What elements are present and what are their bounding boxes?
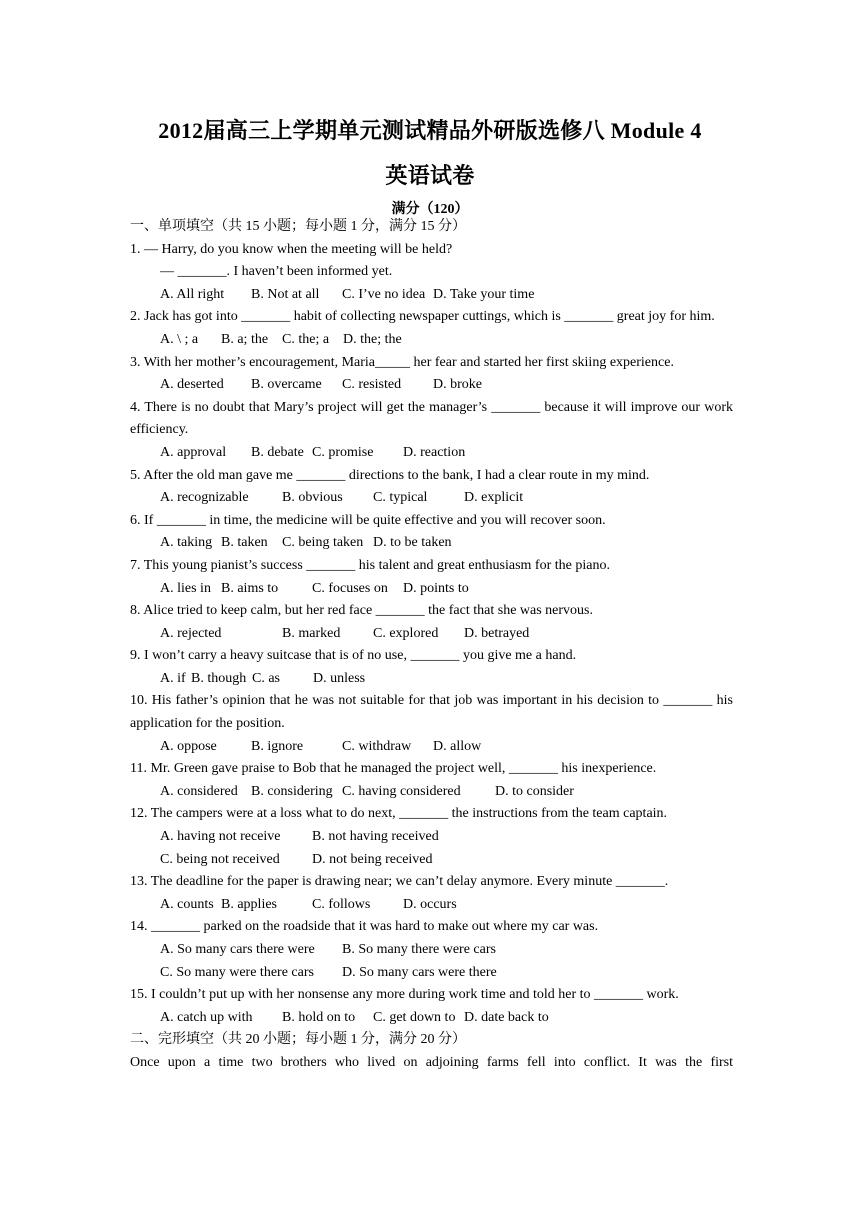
question-14-options-ab xyxy=(130,939,733,962)
option-b: B. considering xyxy=(251,783,333,799)
question-4-options xyxy=(130,442,733,465)
option-a: A. counts xyxy=(160,896,214,912)
option-a: A. \ ; a xyxy=(160,331,199,347)
option-c: C. as xyxy=(252,670,280,686)
option-b: B. So many there were cars xyxy=(342,942,496,957)
option-c: C. being not received xyxy=(160,851,280,867)
question-8-options xyxy=(130,623,733,646)
option-d: D. points to xyxy=(403,580,469,596)
question-1-reply: — _______. I haven’t been informed yet. xyxy=(160,264,393,280)
option-d: D. date back to xyxy=(464,1009,549,1025)
option-c: C. focuses on xyxy=(312,580,388,596)
option-c: C. promise xyxy=(312,444,374,460)
question-3-options xyxy=(130,374,733,397)
option-b: B. debate xyxy=(251,444,304,460)
option-d: D. explicit xyxy=(464,490,524,506)
question-9-options xyxy=(130,668,733,691)
option-a: A. having not receive xyxy=(160,829,281,845)
question-13-options xyxy=(130,894,733,917)
option-c: C. resisted xyxy=(342,377,402,393)
option-c: C. withdraw xyxy=(342,738,412,754)
question-14-stem: 14. _______ parked on the roadside that it was hard to make out where my car was. xyxy=(130,919,599,935)
option-d: D. betrayed xyxy=(464,625,530,641)
question-2-options xyxy=(130,329,733,352)
question-2-stem: 2. Jack has got into _______ habit of collecting newspaper cuttings, which is _______ great joy for him. xyxy=(130,309,715,325)
option-c: C. explored xyxy=(373,625,439,641)
option-a: A. approval xyxy=(160,444,227,460)
option-b: B. hold on to xyxy=(282,1009,356,1025)
question-4-stem: 4. There is no doubt that Mary’s project will get the manager’s _______ because it will improve our work efficiency. xyxy=(130,399,733,438)
question-12-options-cd xyxy=(130,849,733,872)
option-c: C. having considered xyxy=(342,783,461,799)
option-a: A. recognizable xyxy=(160,490,249,506)
option-b: B. Not at all xyxy=(251,286,320,302)
option-d: D. unless xyxy=(313,670,366,686)
full-score-label: 满分（120） xyxy=(391,202,469,217)
option-c: C. being taken xyxy=(282,535,364,551)
question-10-options xyxy=(130,736,733,759)
option-c: C. get down to xyxy=(373,1009,456,1025)
option-b: B. taken xyxy=(221,535,268,551)
option-d: D. occurs xyxy=(403,896,457,912)
option-a: A. considered xyxy=(160,783,238,799)
question-3-stem: 3. With her mother’s encouragement, Maria_____ her fear and started her first skiing experience. xyxy=(130,354,674,370)
section-heading-cloze: 二、完形填空（共 20 小题；每小题 1 分，满分 20 分） xyxy=(130,1032,466,1048)
question-7-options xyxy=(130,578,733,601)
question-5-stem: 5. After the old man gave me _______ directions to the bank, I had a clear route in my mind. xyxy=(130,467,650,483)
option-c: C. So many were there cars xyxy=(160,964,314,980)
question-15-options xyxy=(130,1007,733,1030)
question-9-stem: 9. I won’t carry a heavy suitcase that is of no use, _______ you give me a hand. xyxy=(130,648,577,664)
question-13-stem: 13. The deadline for the paper is drawing near; we can’t delay anymore. Every minute _______. xyxy=(130,874,669,890)
option-c: C. I’ve no idea xyxy=(342,286,426,302)
question-5-options xyxy=(130,487,733,510)
question-12-options-ab xyxy=(130,826,733,849)
option-b: B. obvious xyxy=(282,490,343,506)
option-c: C. typical xyxy=(373,490,428,506)
question-1-stem: 1. — Harry, do you know when the meeting will be held? xyxy=(130,241,453,257)
option-a: A. if xyxy=(160,670,186,686)
question-1-options xyxy=(130,284,733,307)
option-d: D. to be taken xyxy=(373,535,452,551)
cloze-passage: Once upon a time two brothers who lived on adjoining farms fell into conflict. It was the first xyxy=(130,1054,733,1070)
option-a: A. So many cars there were xyxy=(160,942,315,957)
option-d: D. broke xyxy=(433,377,482,393)
exam-body xyxy=(130,216,733,1075)
option-d: D. the; the xyxy=(343,331,402,347)
question-12-stem: 12. The campers were at a loss what to do next, _______ the instructions from the team captain. xyxy=(130,806,668,822)
question-11-stem: 11. Mr. Green gave praise to Bob that he managed the project well, _______ his inexperience. xyxy=(130,761,657,777)
option-a: A. catch up with xyxy=(160,1009,253,1025)
option-b: B. though xyxy=(191,670,247,686)
option-a: A. lies in xyxy=(160,580,211,596)
option-b: B. marked xyxy=(282,625,341,641)
option-a: A. All right xyxy=(160,286,225,302)
document-title-line2: 英语试卷 xyxy=(385,163,475,188)
question-14-options-cd xyxy=(130,962,733,985)
option-a: A. taking xyxy=(160,535,213,551)
option-d: D. Take your time xyxy=(433,286,535,302)
option-c: C. the; a xyxy=(282,331,330,347)
option-a: A. oppose xyxy=(160,738,217,754)
section-heading-single-choice: 一、单项填空（共 15 小题；每小题 1 分，满分 15 分） xyxy=(130,219,466,234)
option-a: A. rejected xyxy=(160,625,222,641)
option-d: D. not being received xyxy=(312,851,433,867)
option-b: B. a; the xyxy=(221,331,269,347)
question-6-options xyxy=(130,532,733,555)
question-7-stem: 7. This young pianist’s success _______ his talent and great enthusiasm for the piano. xyxy=(130,557,610,573)
option-b: B. ignore xyxy=(251,738,304,754)
option-b: B. overcame xyxy=(251,377,322,393)
question-6-stem: 6. If _______ in time, the medicine will be quite effective and you will recover soon. xyxy=(130,512,606,528)
option-b: B. applies xyxy=(221,896,277,912)
option-d: D. to consider xyxy=(495,783,574,799)
option-b: B. not having received xyxy=(312,829,439,845)
option-d: D. So many cars were there xyxy=(342,964,497,980)
option-a: A. deserted xyxy=(160,377,224,393)
option-c: C. follows xyxy=(312,896,371,912)
question-8-stem: 8. Alice tried to keep calm, but her red face _______ the fact that she was nervous. xyxy=(130,603,594,619)
option-d: D. reaction xyxy=(403,444,466,460)
question-11-options xyxy=(130,781,733,804)
option-b: B. aims to xyxy=(221,580,279,596)
question-15-stem: 15. I couldn’t put up with her nonsense any more during work time and told her to _______ work. xyxy=(130,987,679,1003)
document-title-line1: 2012届高三上学期单元测试精品外研版选修八 Module 4 xyxy=(158,118,702,143)
question-10-stem: 10. His father’s opinion that he was not suitable for that job was important in his decision to _______ his application for the position. xyxy=(130,693,733,732)
option-d: D. allow xyxy=(433,738,482,754)
